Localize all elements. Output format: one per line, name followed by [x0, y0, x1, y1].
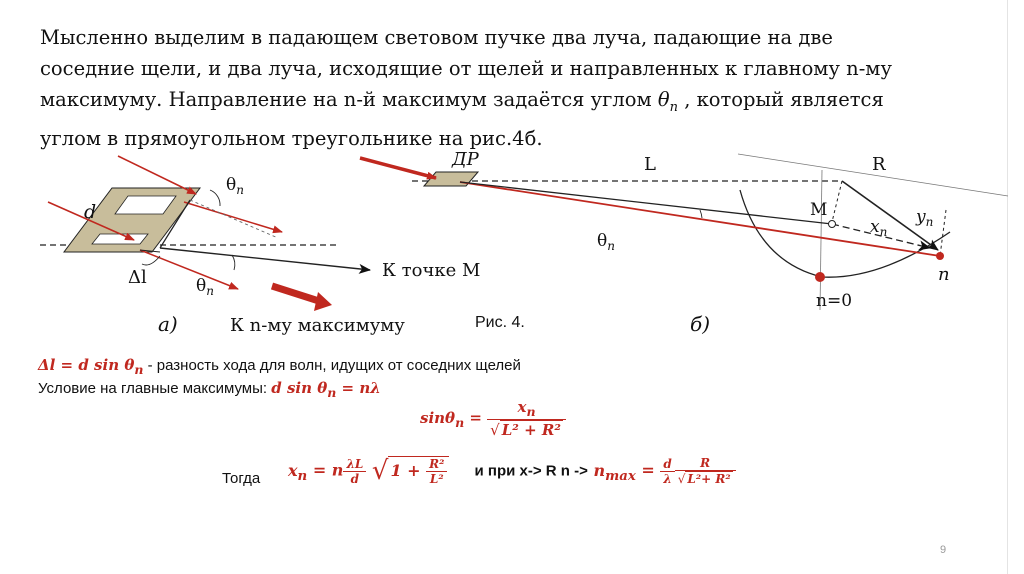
label-L: L	[644, 154, 656, 175]
point-n-zero	[815, 272, 825, 282]
intro-line-3-post: , который является	[684, 88, 884, 111]
intro-line-2: соседние щели, и два луча, исходящие от щелей и направленных к главному n-му	[40, 57, 892, 80]
diffracted-ray-upper	[184, 202, 282, 232]
diffracted-ray-lower	[140, 250, 238, 289]
panel-label-b: б)	[690, 312, 711, 336]
label-d: d	[84, 201, 97, 223]
intro-line-3-pre: максимуму. Направление на n-й максимум задаётся углом	[40, 88, 652, 111]
label-R: R	[872, 154, 886, 175]
label-y-n: $y_n$	[916, 207, 934, 229]
big-arrow-shaft	[272, 286, 322, 302]
d-over-lambda	[660, 457, 674, 486]
path-diff-dashed	[190, 200, 278, 238]
label-theta-top: $\theta_n$	[226, 175, 244, 197]
sqrt-content: 1 + $\frac{\text{R²}}{\text{L²}}$	[388, 456, 449, 486]
observation-arc	[740, 190, 950, 277]
sin-theta-formula	[420, 398, 566, 439]
slit-lower	[92, 234, 148, 244]
y-n-dashed	[940, 210, 946, 256]
r2-over-l2	[426, 457, 447, 486]
frac2-num: R²	[426, 457, 447, 472]
path-diff-formula: Δl = d $\sin \theta_n$	[38, 356, 144, 377]
sin-fraction	[487, 398, 566, 439]
eq2: =	[635, 460, 661, 480]
label-delta-l: Δl	[128, 267, 147, 288]
lambda-l-over-d	[343, 457, 366, 486]
page-number: 9	[940, 544, 947, 556]
label-M: M	[810, 200, 828, 220]
label-to-point-m: К точке M	[382, 260, 481, 281]
main-maxima-condition-line	[38, 379, 381, 400]
figure-a	[40, 156, 480, 336]
figure-b	[360, 149, 1008, 336]
label-x-n: $x_n$	[870, 217, 888, 239]
label-to-nth-maximum: К n-му максимуму	[230, 315, 405, 336]
point-m	[829, 221, 836, 228]
path-diff-text: - разность хода для волн, идущих от соседних щелей	[143, 357, 521, 374]
condition-formula: d $\sin \theta_n = n\lambda$	[271, 379, 381, 400]
label-n: n	[938, 264, 950, 285]
frac1-den: d	[350, 471, 360, 486]
big-arrow-head	[314, 292, 332, 311]
incident-beam-b	[360, 158, 436, 178]
theta-arc-top	[210, 190, 220, 206]
condition-text: Условие на главные максимумы:	[38, 380, 272, 397]
r-over-sqrt	[675, 456, 736, 486]
theta-subscript: n	[669, 99, 678, 115]
intro-line-4: углом в прямоугольном треугольнике на рис.4б.	[40, 126, 543, 150]
ray-to-m	[460, 182, 832, 224]
point-n	[936, 252, 944, 260]
final-formula	[288, 456, 736, 486]
panel-label-a: а)	[158, 312, 178, 336]
sin-lhs: sinθ$_n$	[420, 408, 465, 430]
sin-fraction-denominator: √ L² + R²	[490, 421, 561, 439]
theta-symbol: θ	[657, 88, 670, 111]
frac4-den: √ L²+ R²	[677, 472, 731, 486]
n-max-symbol: $n_{max}$	[593, 460, 636, 484]
frac3-num: d	[660, 457, 674, 472]
label-theta-b: $\theta_n$	[597, 231, 615, 253]
sin-eq: =	[464, 408, 488, 427]
eq-n: = n	[307, 460, 344, 480]
sqrt-sign: √	[490, 421, 500, 439]
ray-to-nth-max	[460, 182, 940, 256]
label-dr: ДР	[452, 149, 479, 170]
theta-arc-b	[700, 210, 702, 218]
x-n-symbol: $x_n$	[288, 460, 308, 484]
frac4-num: R	[675, 456, 736, 471]
big-sqrt-sign: √	[371, 456, 389, 486]
label-theta-bottom: $\theta_n$	[196, 276, 214, 298]
label-n-zero: n=0	[816, 291, 853, 311]
frac1-num: λL	[343, 457, 366, 472]
vertical-screen-line	[820, 170, 822, 310]
path-difference-line	[38, 356, 521, 377]
sin-fraction-numerator: $x_n$	[487, 398, 566, 420]
limit-text: и при x-> R n ->	[474, 462, 588, 480]
theta-arc-bottom	[232, 255, 235, 270]
m-dashed-connector	[832, 181, 842, 222]
intro-line-1: Мысленно выделим в падающем световом пучке два луча, падающие на две	[40, 26, 833, 49]
togda-label: Тогда	[222, 470, 261, 487]
frac2-den: L²	[429, 472, 444, 486]
figure-caption: Рис. 4.	[475, 314, 525, 331]
frac3-den: λ	[663, 471, 672, 486]
ray-to-point-m	[160, 248, 370, 270]
